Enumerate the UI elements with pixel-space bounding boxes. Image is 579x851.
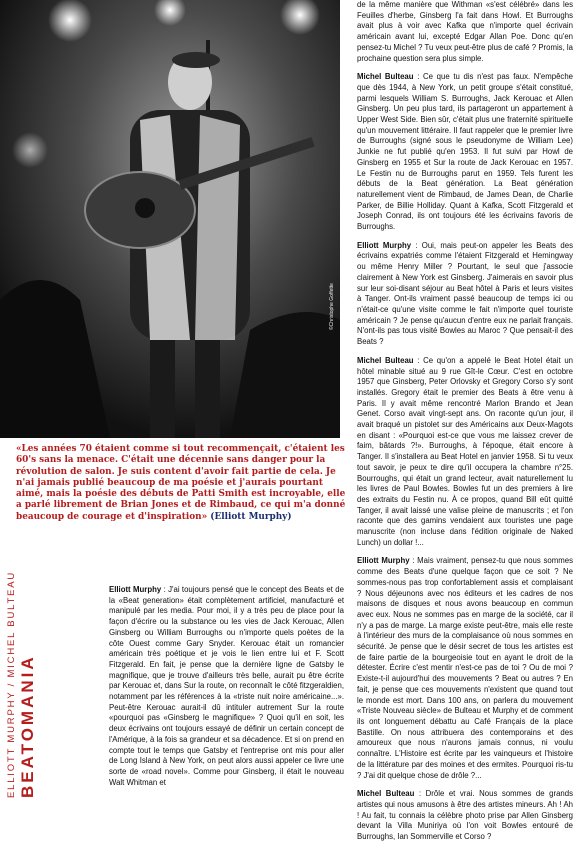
paragraph-text: : Mais vraiment, pensez-tu que nous sommes comme des Beats d'une quelque façon que ce soit ? Ne sommes-nous pas trop confortablement assis et complaisant ? Nous déjeunons avec nos éditeurs et les cadres de nos maisons de disques et nous avons beaucoup en commun avec eux. Nous ne sommes pas en marge de la société, car il n'y a pas de marge. La marge existe peut-être, mais elle reste à l'intérieur des murs de la complaisance où nous sommes en sécurité. Je pense que le désir secret de tous les artistes est de faire partie de la bourgeoisie tout en ayant le droit de la détester. Écrire c'est mentir n'est-ce pas de toi ? Ou de moi ? Existe-t-il aujourd'hui des mouvements ? Beat ou autres ? En fait, je pense que ces mouvements n'existent que quand tout le monde est mort. Dans 100 ans, on parlera du mouvement «Triste Nouveau siècle» de Bulteau et Murphy et de comment ils ont longuement débattu au Café Français de la place Bastille. On nous attribuera des contemporains et des amoureux que nous n'aurons jamais connus, ni voulu connaître. L'Histoire est écrite par les vainqueurs et l'histoire de la littérature par des moines et des ermites. Pourquoi ris-tu ? J'ai dit quelque chose de drôle ?... [357,556,573,780]
paragraph [357,789,573,843]
article-column-right [357,0,573,851]
speaker-name: Elliott Murphy [357,240,412,250]
paragraph [357,356,573,549]
paragraph-text: : Ce qu'on a appelé le Beat Hotel était un hôtel minable situé au 9 rue Gît-le Cœur. C'est en octobre 1957 que Ginsberg, Peter Orlovsky et Gregory Corso s'y sont installés. Gregory était le premier des Beats à être venu à Paris. Il y avait même rencontré Marlon Brando et Jean Genet. Corso avait vingt-sept ans. On raconte qu'un jour, il avait braqué un pistolet sur des Américains aux Deux-Magots en disant : «Pourquoi est-ce que vous me laissez crever de faim, bâtards ?!». Burroughs, à l'époque, était encore à Tanger. Il s'installera au Beat Hotel en janvier 1958. Si tu veux tout savoir, je peux te dire qu'il occupera la chambre n°25. Bourroughs, qui était un grand lecteur, avait naturellement lu les livres de Paul Bowles. Bowles fut un des premiers à lire des extraits du Festin nu. À ce propos, quand Bill eût quitté Tanger, il avait laissé une valise pleine de manuscrits ; et l'on raconte que des gamins vendaient aux touristes une page manuscrite (non incluse dans l'édition originale de Naked Lunch) un dollar !... [357,355,573,547]
pull-quote [16,444,346,523]
paragraph [357,72,573,233]
paragraph-text: : Oui, mais peut-on appeler les Beats des écrivains expatriés comme l'étaient Fitzgerald et Hemingway ou même Henry Miller ? Pourtant, le seul que j'associe clairement à New York est Ginsberg. J'aimerais en savoir plus sur leur soi-disant séjour au Beat hôtel à Paris et leurs visites à Tanger. Ont-ils vraiment passé beaucoup de temps ici ou n'était-ce qu'une visite comme le fait n'importe quel touriste américain ? Je pense qu'aucun d'entre eux ne parlait français. N'ont-ils pas tous visité Bowles au Maroc ? Que pensait-il des Beats ? [357,240,573,347]
speaker-name: Michel Bulteau [357,355,414,365]
paragraph [357,241,573,348]
paragraph-text: de la même manière que Withman «s'est célébré» dans les Feuilles d'herbe, Ginsberg l'a fait dans Howl. Et Burroughs avait plus à voir avec Kafka que n'importe quel écrivain américain avant lui, excepté Edgar Allan Poe. Donc qu'en pensez-tu Michel ? Tu veux peut-être plus de café ? Promis, la prochaine question sera plus simple. [357,0,573,63]
speaker-name: Elliott Murphy [109,585,162,594]
guitarist-on-stage-image [0,0,340,438]
paragraph-text: : Drôle et vrai. Nous sommes de grands artistes qui nous amusons à être des artistes mineurs. Ah ! Ah ! Au fait, tu connais la célèbre photo prise par Allen Ginsberg devant la Villa Muniriya où l'on voit Bowles entouré de Burroughs, Ian Sommerville et Corso ? [357,789,573,842]
paragraph-text: : Ce que tu dis n'est pas faux. N'empêche que dès 1944, à New York, un petit groupe s'était constitué, parmi lesquels William S. Burroughs, Jack Kerouac et Allen Ginsberg. Un peu plus tard, ils partageront un appartement à Upper West Side. Bien sûr, c'était plus une fraternité spirituelle qu'un mouvement littéraire. Il faut rappeler que le premier livre de Burroughs (signé sous le pseudonyme de William Lee) Junkie ne fut publié qu'en 1953. Il fut suivi par Howl de Ginsberg en 1955 et Sur la route de Jack Kerouac en 1957. Le Festin nu de Burroughs parut en 1959. Tels furent les débuts de la Beat génération. La Beat génération naturellement vient de Rimbaud, de James Dean, de Charlie Parker, de Billie Holliday. Quant à Kafka, Scott Fitzgerald et Joseph Conrad, ils ont toujours été les écrivains favoris de Burroughs. [357,72,573,232]
concert-photo [0,0,340,438]
speaker-name: Elliott Murphy [357,556,410,566]
article-title: BEATOMANIA [18,654,37,798]
article-authors: ELLIOTT MURPHY / MICHEL BULTEAU [6,570,17,798]
paragraph-text: : J'ai toujours pensé que le concept des Beats et de la «Beat generation» était complètement artificiel, manufacturé et manipulé par les media. Pour moi, il y a très peu de place pour la façon d'écrire ou la substance ou les vies de Jack Kerouac, Allen Ginsberg ou William Burroughs ou n'importe quels poètes de la côte Ouest comme Gary Snyder. Kerouac était un romancier américain très poétique et je vois le lien entre lui et F. Scott Fitzgerald. En fait, je pense que la dernière ligne de Gatsby le magnifique, que je trouve d'ailleurs très belle, aurait pu être écrite par Kerouac et, dans Sur la route, on reconnaît le côté fitzgeraldien, notamment par les références à la «triste nuit noire américaine...». Peut-être Kerouac aurait-il dû intituler autrement Sur la route «pourquoi pas «Ginsberg le magnifique» ? Quoi qu'il en soit, les deux écrivains ont toujours essayé de définir un certain concept de l'Amérique, à la fois sa grandeur et sa décadence. Et si on prend en compte tout le temps que Gatsby et l'entreprise ont mis pour aller de Long Island à New York, on peut alors aussi appeler ce livre une sorte de «road novel». Comme pour Ginsberg, il était le nouveau Walt Whitman et [109,585,344,787]
paragraph [357,0,573,64]
article-column-left [109,585,344,796]
pull-quote-text: «Les années 70 étaient comme si tout recommençait, c'étaient les 60's sans la menace. C'était une décennie sans danger pour la révolution de salon. Je suis content d'avoir fait partie de cela. Je n'ai jamais publié beaucoup de ma poésie et j'aurais pourtant aimé, mais la poésie des débuts de Patti Smith est incroyable, elle a parlé librement de Brian Jones et de Rimbaud, ce qui m'a donné beaucoup de courage et d'inspiration» [16,444,346,522]
paragraph [109,585,344,788]
speaker-name: Michel Bulteau [357,789,415,799]
paragraph [357,556,573,781]
pull-quote-source: (Elliott Murphy) [210,511,292,522]
speaker-name: Michel Bulteau [357,72,414,82]
article-title-block [4,548,37,798]
photo-credit: ©Christophe Goffette [329,283,335,330]
